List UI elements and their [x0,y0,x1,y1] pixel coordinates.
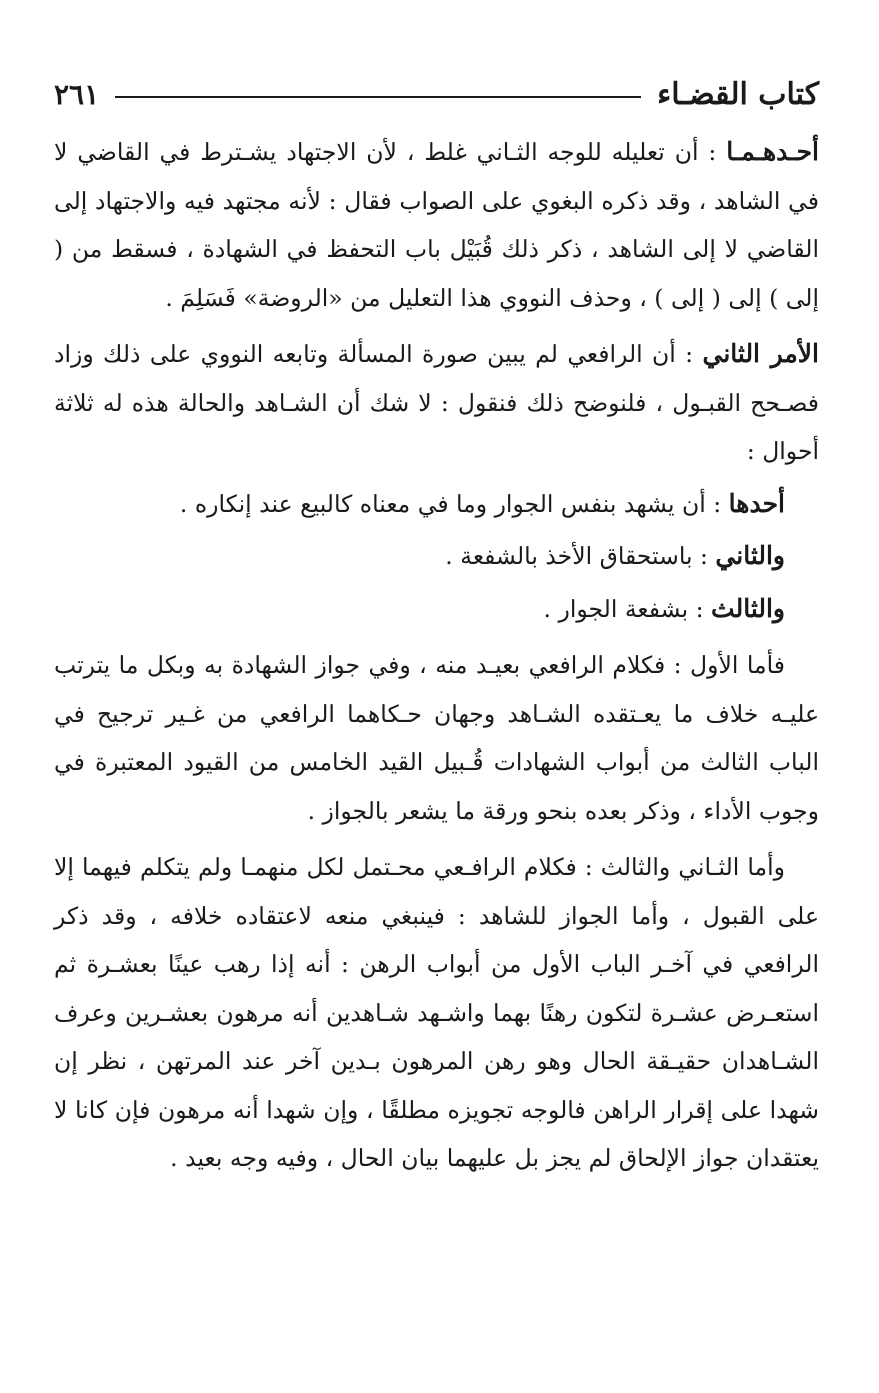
paragraph-first-case [54,641,819,835]
chapter-title: كتاب القضـاء [657,76,819,112]
paragraph-lead: أحـدهـمـا [726,137,819,166]
paragraph-lead: والثالث [711,593,785,623]
paragraph-first-aspect [54,128,819,322]
body-text [54,128,819,1183]
paragraph-text: : أن تعليله للوجه الثـاني غلط ، لأن الاجتهاد يشـترط في القاضي لا في الشاهد ، وقد ذكره البغوي على الصواب فقال : لأنه مجتهد فيه والاجتهاد إلى القاضي لا إلى الشاهد ، ذكر ذلك قُبَيْل باب التحفظ في الشهادة ، فسقط من ( إلى ) إلى ( إلى ) ، وحذف النووي هذا التعليل من «الروضة» فَسَلِمَ . [54,138,819,312]
paragraph-text: : باستحقاق الأخذ بالشفعة . [445,542,716,570]
list-item-second-state [54,532,819,581]
paragraph-text: : بشفعة الجوار . [543,594,712,623]
running-header [54,66,819,122]
header-rule [115,96,641,98]
list-item-third-state [54,585,819,634]
paragraph-lead: أحدها [728,488,785,518]
paragraph-lead: والثاني [715,541,785,570]
page-number: ٢٦١ [54,77,100,111]
paragraph-text: فأما الأول : فكلام الرافعي بعيـد منه ، وفي جواز الشهادة به وبكل ما يترتب عليـه خلاف ما يعـتقده الشـاهد وجهان حـكاهما الرافعي من غـير ترجيح في الباب الثالث من أبواب الشهادات قُـبيل القيد الخامس من القيود المعتبرة في وجوب الأداء ، وذكر بعده بنحو ورقة ما يشعر بالجواز . [54,651,819,825]
list-item-first-state [54,480,819,529]
paragraph-lead: الأمر الثاني [702,339,819,368]
paragraph-text: وأما الثـاني والثالث : فكلام الرافـعي محـتمل لكل منهمـا ولم يتكلم فيهما إلا على القبول ، وأما الجواز للشاهد : فينبغي منعه لاعتقاده خلافه ، وقد ذكر الرافعي في آخـر الباب الأول من أبواب الرهن : أنه إذا رهب عينًا بعشـرة ثم استعـرض عشـرة لتكون رهنًا بهما واشـهد شـاهدين أنه مرهون بعشـرين وعرف الشـاهدان حقيـقة الحال وهو رهن المرهون بـدين آخر عند المرتهن ، نظر إن شهدا على إقرار الراهن فالوجه تجويزه مطلقًا ، وإن شهدا أنه مرهون فإن كانا لا يعتقدان جواز الإلحاق لم يجز بل عليهما بيان الحال ، وفيه وجه بعيد . [54,853,819,1172]
paragraph-second-third-case [54,843,819,1183]
paragraph-text: : أن الرافعي لم يبين صورة المسألة وتابعه النووي على ذلك وزاد فصـحح القبـول ، فلنوضح ذلك فنقول : لا شك أن الشـاهد والحالة هذه له ثلاثة أحوال : [54,340,819,465]
paragraph-second-matter [54,330,819,476]
paragraph-text: : أن يشهد بنفس الجوار وما في معناه كالبيع عند إنكاره . [179,489,729,518]
